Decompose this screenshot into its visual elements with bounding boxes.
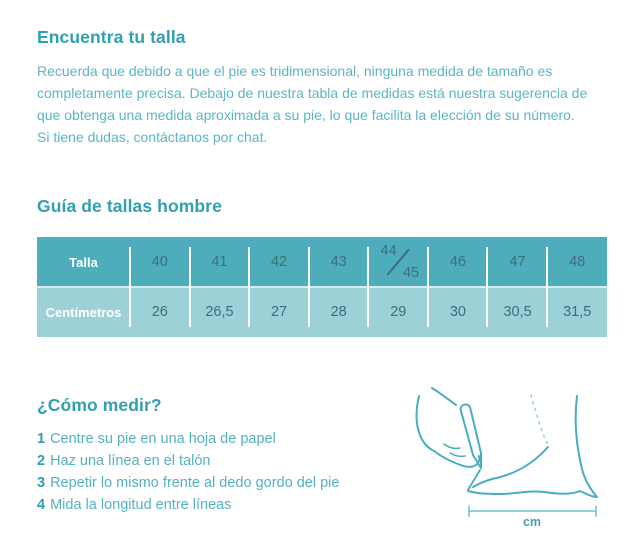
description-line: Si tiene dudas, contáctanos por chat. [37, 129, 268, 145]
find-size-description [37, 60, 587, 148]
size-bottom-value: 45 [402, 265, 420, 281]
step-text: Mida la longitud entre líneas [50, 497, 232, 513]
cm-label: cm [522, 515, 542, 529]
description-line: completamente precisa. Debajo de nuestra tabla de medidas está nuestra sugerencia de [37, 85, 588, 101]
size-cell: 41 [190, 237, 250, 287]
step-text: Haz una línea en el talón [50, 453, 211, 469]
size-cell-split [369, 237, 429, 287]
column-divider [308, 247, 310, 327]
size-cell: 48 [547, 237, 607, 287]
size-cell: 46 [428, 237, 488, 287]
cm-cell: 26,5 [190, 287, 250, 337]
size-cell: 47 [488, 237, 548, 287]
row-divider [37, 286, 607, 288]
step-number: 1 [37, 431, 46, 447]
foot-pencil-drawing-icon [412, 387, 640, 535]
step-item [37, 428, 339, 450]
foot-measurement-illustration [412, 387, 640, 535]
step-item [37, 450, 339, 472]
size-guide-title: Guía de tallas hombre [37, 196, 222, 216]
step-item [37, 472, 339, 494]
column-divider [546, 247, 548, 327]
step-number: 2 [37, 453, 46, 469]
cm-cell: 30,5 [488, 287, 548, 337]
column-divider [367, 247, 369, 327]
find-size-title: Encuentra tu talla [37, 27, 186, 47]
cm-cell: 29 [369, 287, 429, 337]
cm-cell: 30 [428, 287, 488, 337]
column-divider [189, 247, 191, 327]
step-text: Repetir lo mismo frente al dedo gordo del pie [50, 475, 340, 491]
size-cell: 40 [130, 237, 190, 287]
cm-cell: 26 [130, 287, 190, 337]
mens-size-table [37, 237, 607, 337]
column-divider [427, 247, 429, 327]
cm-cell: 31,5 [547, 287, 607, 337]
step-item [37, 494, 339, 516]
step-number: 4 [37, 497, 46, 513]
step-text: Centre su pie en una hoja de papel [50, 431, 276, 447]
description-line: Recuerda que debido a que el pie es tridimensional, ninguna medida de tamaño es [37, 63, 553, 79]
size-top-value: 44 [380, 243, 397, 259]
step-number: 3 [37, 475, 46, 491]
cm-row-label: Centímetros [37, 287, 130, 337]
cm-cell: 27 [249, 287, 309, 337]
measure-steps-list [37, 428, 339, 516]
column-divider [486, 247, 488, 327]
column-divider [129, 247, 131, 327]
size-cell: 43 [309, 237, 369, 287]
column-divider [248, 247, 250, 327]
how-to-measure-title: ¿Cómo medir? [37, 395, 162, 415]
size-cell: 42 [249, 237, 309, 287]
cm-cell: 28 [309, 287, 369, 337]
size-row-label: Talla [37, 237, 130, 287]
description-line: que obtenga una medida aproximada a su pie, lo que facilita la elección de su número. [37, 107, 575, 123]
